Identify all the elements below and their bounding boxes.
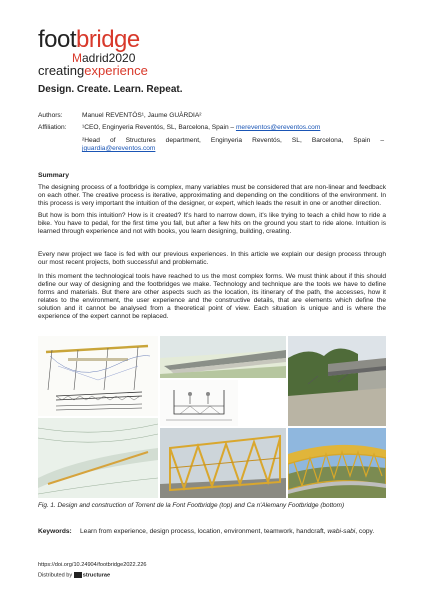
site-plan-drawing [38, 418, 158, 498]
distributed-by: Distributed by structurae [38, 572, 111, 579]
construction-photo [288, 336, 386, 426]
affiliation-line1: ¹CEO, Enginyeria Reventós, SL, Barcelona, Spain – [82, 124, 236, 131]
truss-footbridge-render [160, 428, 286, 498]
affiliation-label: Affiliation: [38, 124, 67, 131]
email-link-2[interactable]: jguardia@ereventos.com [82, 145, 156, 153]
summary-heading: Summary [38, 172, 69, 179]
authors-row [38, 112, 201, 120]
logo-subline: Madrid2020 [72, 51, 136, 65]
footbridge-render [160, 336, 286, 378]
paper-title: Design. Create. Learn. Repeat. [38, 84, 183, 95]
summary-paragraph-2: But how is born this intuition? How is it created? It's hard to narrow down, it's like trying to teach a child how to ride a bike. You have to pedal, for the first time you fall, but after a few hits on the ground you start to ride alone. Intuition is learned through experience and not with books, you learn designing, building, creating. [38, 212, 386, 236]
footbridge-elevation-drawing [38, 336, 158, 416]
affiliation-row [38, 124, 320, 132]
logo-wordmark: footbridge [38, 26, 140, 53]
keywords-text: Learn from experience, design process, location, environment, teamwork, handcraft, wabi-sabi, copy. [80, 528, 375, 535]
footbridge-photo [288, 428, 386, 498]
affiliation-line2: ²Head of Structures department, Enginyeria Reventós, SL, Barcelona, Spain – jguardia@ereventos.com [82, 137, 384, 153]
conference-logo [38, 28, 178, 78]
doi-link[interactable]: https://doi.org/10.24904/footbridge2022.226 [38, 562, 147, 568]
summary-paragraph-4: In this moment the technological tools have reached to us the most complex forms. We must think about if this should define our way of designing and the footbridges we make. Technology and technique are the tools we have to define forms and materials. But there are other aspects such as the location, its itinerary of the path, the accesses, how it relates to the environment, the user experience and the constructive details, that are elements which define the solution and it cannot be analysed from a theoretical point of view. Each situation is unique and is where the experience of the expert cannot be replaced. [38, 273, 386, 321]
email-link-1[interactable]: mereventos@ereventos.com [235, 124, 321, 131]
summary-paragraph-1: The designing process of a footbridge is complex, many variables must be considered that are non-linear and feedback on each other. The creative process is iterative, approximating and depending on the conditions of the environment. In this process is very important the intuition of the designer, or expert, which leads the result in one or another direction. [38, 184, 386, 208]
logo-tagline: creatingexperience [38, 63, 148, 78]
keywords-label: Keywords: [38, 528, 72, 535]
figure-caption: Fig. 1. Design and construction of Torrent de la Font Footbridge (top) and Ca n'Alemany Footbridge (bottom) [38, 502, 345, 509]
cross-section-drawing [160, 380, 238, 426]
keywords-row [38, 528, 386, 536]
authors-label: Authors: [38, 112, 63, 119]
structurae-logo-icon [74, 572, 82, 578]
authors-value: Manuel REVENTÓS¹, Jaume GUÀRDIA² [82, 112, 202, 119]
summary-paragraph-3: Every new project we face is fed with our previous experiences. In this article we explain our design process through our most recent projects, both successful and problematic. [38, 251, 386, 267]
